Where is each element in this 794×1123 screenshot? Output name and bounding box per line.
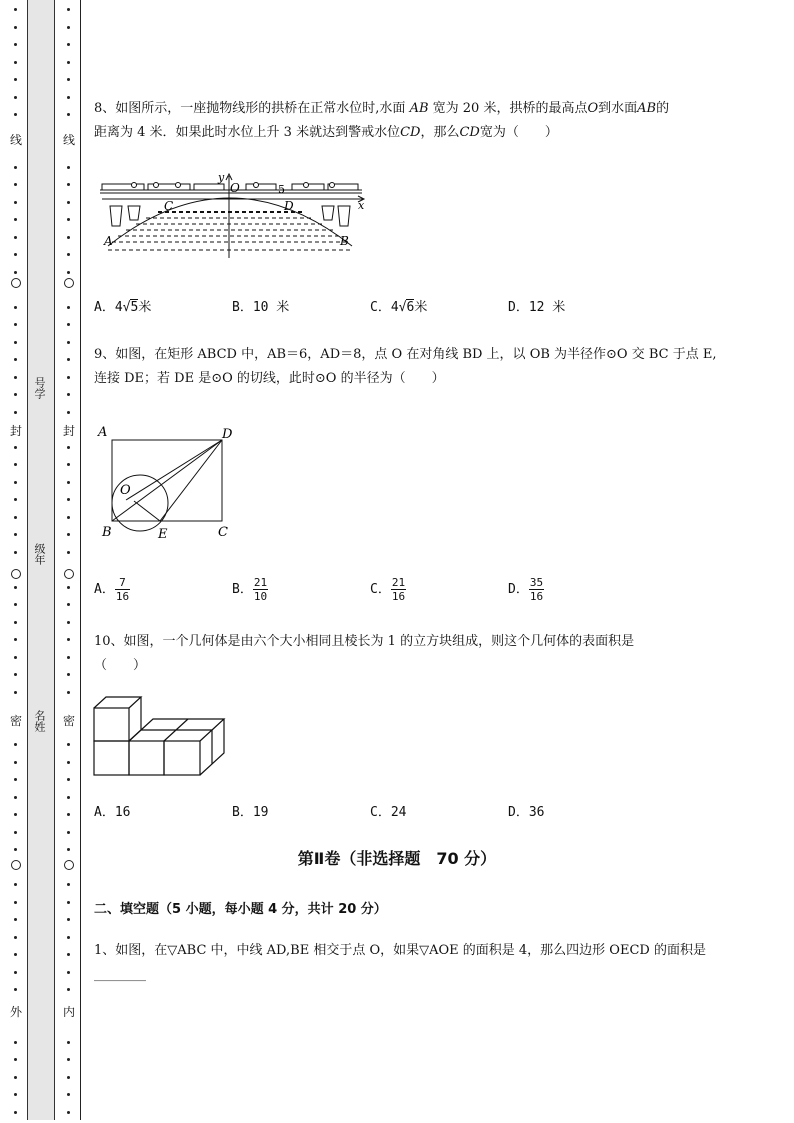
margin-dot — [14, 26, 17, 29]
binding-ring — [11, 278, 21, 288]
margin-dot — [67, 778, 70, 781]
fig9-d-label: D — [222, 427, 233, 442]
q8-text-c: 到水面 — [598, 101, 638, 116]
margin-dot — [67, 813, 70, 816]
margin-dot — [67, 481, 70, 484]
q8-options — [94, 296, 744, 326]
outer-dot-column — [9, 0, 23, 1123]
margin-dot — [14, 743, 17, 746]
question-8-text — [94, 97, 744, 145]
fig-x-label: x — [358, 199, 365, 212]
margin-dot — [67, 586, 70, 589]
fig9-a-label: A — [98, 425, 108, 440]
margin-dot — [14, 656, 17, 659]
segment-de — [160, 440, 222, 521]
cube-front-3 — [164, 741, 200, 775]
fraction: $\frac{7}{16}$ — [115, 576, 130, 603]
margin-dot — [67, 78, 70, 81]
bridge-piers — [110, 206, 350, 226]
margin-dot — [14, 883, 17, 886]
q8-option-a[interactable]: A．4√5米 — [94, 300, 152, 315]
margin-dot — [14, 953, 17, 956]
q9-number: 9、 — [94, 347, 116, 362]
margin-dot — [14, 323, 17, 326]
q8-text-d: 的 — [656, 101, 670, 116]
margin-dot — [67, 796, 70, 799]
margin-dot — [14, 603, 17, 606]
margin-dot — [67, 236, 70, 239]
margin-dot — [67, 901, 70, 904]
margin-dot — [14, 253, 17, 256]
margin-dot — [67, 218, 70, 221]
q9-option-b[interactable]: B． $\frac{21}{10}$ — [232, 576, 268, 603]
margin-dot — [67, 918, 70, 921]
student-number-label: 号学 — [33, 377, 46, 399]
fig9-e-label: E — [158, 527, 168, 542]
margin-dot — [67, 1093, 70, 1096]
q10-line-1: 如图，一个几何体是由六个大小相同且棱长为 1 的立方块组成，则这个几何体的表面积是 — [123, 634, 635, 649]
q10-line-2: （ ） — [94, 658, 147, 673]
margin-dot — [67, 1076, 70, 1079]
fraction: $\frac{21}{10}$ — [253, 576, 268, 603]
arch-bridge-figure — [96, 170, 376, 260]
q8-text-b: 宽为 20 米，拱桥的最高点 — [432, 101, 588, 116]
margin-dot — [14, 8, 17, 11]
margin-dot — [67, 201, 70, 204]
binding-ring — [11, 569, 21, 579]
q8-ab-2: AB — [637, 101, 657, 116]
answer-blank[interactable]: ________ — [94, 967, 146, 982]
margin-dot — [14, 533, 17, 536]
sqrt-sign: √ — [398, 300, 407, 315]
margin-dot — [67, 253, 70, 256]
f1-line-1: 1、如图，在▽ABC 中，中线 AD,BE 相交于点 O，如果▽AOE 的面积是 4，那么四边形 OECD 的面积是 — [94, 943, 706, 958]
margin-dot — [67, 166, 70, 169]
question-9-text — [94, 343, 744, 391]
margin-dot — [14, 218, 17, 221]
cube-row-divider-1 — [164, 730, 176, 741]
margin-dot — [14, 498, 17, 501]
fraction: $\frac{35}{16}$ — [529, 576, 544, 603]
margin-dot — [67, 323, 70, 326]
margin-dot — [14, 1041, 17, 1044]
margin-dot — [14, 183, 17, 186]
margin-dot — [14, 761, 17, 764]
margin-dot — [14, 1111, 17, 1114]
margin-dot — [67, 358, 70, 361]
q10-number: 10、 — [94, 634, 124, 649]
margin-dot — [14, 673, 17, 676]
margin-dot — [67, 341, 70, 344]
q10-options — [94, 801, 744, 831]
water-dashes — [108, 212, 352, 250]
outer-char: 外 — [9, 1005, 22, 1019]
rectangle-circle-figure — [96, 420, 246, 545]
cube-top-face — [94, 697, 141, 708]
fig-5-label: 5 — [278, 183, 285, 196]
q8-text-e: 距离为 4 米．如果此时水位上升 3 米就达到警戒水位 — [94, 125, 401, 140]
margin-dot — [14, 61, 17, 64]
margin-dot — [14, 78, 17, 81]
q9-option-a[interactable]: A． $\frac{7}{16}$ — [94, 576, 130, 603]
margin-dot — [14, 638, 17, 641]
parabola-arch — [108, 198, 352, 246]
q8-text-g: 宽为（ ） — [479, 125, 558, 140]
margin-dot — [67, 446, 70, 449]
margin-dot — [14, 586, 17, 589]
inner-dot-column — [62, 0, 76, 1123]
q9-line-2: 连接 DE；若 DE 是⊙O 的切线，此时⊙O 的半径为（ ） — [94, 371, 445, 386]
inner-seal-char: 封 — [62, 424, 75, 438]
margin-rule — [80, 0, 81, 1120]
fill-question-1 — [94, 939, 744, 987]
cube-solid-figure — [90, 696, 235, 780]
inner-line-char: 线 — [62, 133, 75, 147]
segment-oe — [134, 501, 160, 521]
fig-y-label: y — [218, 171, 225, 184]
margin-dot — [14, 796, 17, 799]
q8-number: 8、 — [94, 101, 116, 116]
cube-top-side — [129, 697, 141, 741]
margin-dot — [67, 621, 70, 624]
margin-dot — [14, 1058, 17, 1061]
margin-dot — [14, 306, 17, 309]
margin-dot — [67, 43, 70, 46]
fig9-b-label: B — [102, 525, 112, 540]
question-10-text — [94, 630, 744, 678]
fig-a-label: A — [104, 234, 113, 248]
margin-dot — [67, 883, 70, 886]
name-label: 名姓 — [33, 710, 46, 732]
margin-dot — [67, 638, 70, 641]
margin-dot — [14, 813, 17, 816]
margin-dot — [67, 656, 70, 659]
fig-c-label: C — [164, 199, 174, 213]
fig-o-label: O — [230, 181, 240, 195]
q10-option-b[interactable]: B．19 — [232, 805, 269, 820]
tangent-line — [126, 440, 222, 500]
margin-dot — [67, 533, 70, 536]
margin-dot — [14, 411, 17, 414]
margin-dot — [14, 621, 17, 624]
margin-dot — [14, 166, 17, 169]
margin-dot — [67, 463, 70, 466]
fig9-c-label: C — [218, 525, 228, 540]
binding-ring — [64, 569, 74, 579]
margin-dot — [14, 551, 17, 554]
fraction: $\frac{21}{16}$ — [391, 576, 406, 603]
q8-option-c[interactable]: C．4√6米 — [370, 300, 428, 315]
binding-ring — [64, 278, 74, 288]
margin-dot — [67, 516, 70, 519]
q9-line-1: 如图，在矩形 ABCD 中，AB＝6，AD＝8，点 O 在对角线 BD 上，以 OB 为半径作⊙O 交 BC 于点 E, — [115, 347, 717, 362]
q8-text-f: ，那么 — [420, 125, 460, 140]
margin-dot — [67, 603, 70, 606]
margin-dot — [67, 376, 70, 379]
margin-dot — [67, 691, 70, 694]
margin-dot — [14, 481, 17, 484]
margin-dot — [14, 271, 17, 274]
margin-dot — [67, 936, 70, 939]
cube-back-divider — [176, 719, 188, 730]
q8-text-a: 如图所示，一座抛物线形的拱桥在正常水位时,水面 — [115, 101, 406, 116]
margin-dot — [14, 393, 17, 396]
margin-dot — [14, 1076, 17, 1079]
margin-dot — [67, 271, 70, 274]
margin-dot — [67, 831, 70, 834]
margin-dot — [67, 1111, 70, 1114]
margin-dot — [14, 918, 17, 921]
margin-dot — [67, 953, 70, 956]
margin-dot — [14, 43, 17, 46]
margin-dot — [14, 358, 17, 361]
cube-front-2 — [129, 741, 164, 775]
margin-dot — [14, 341, 17, 344]
q10-option-d[interactable]: D．36 — [508, 805, 545, 820]
margin-dot — [67, 498, 70, 501]
margin-dot — [14, 113, 17, 116]
section-2-title: 第Ⅱ卷（非选择题 70 分） — [297, 849, 497, 868]
margin-dot — [67, 393, 70, 396]
q8-o: O — [587, 101, 599, 116]
q9-option-d[interactable]: D． $\frac{35}{16}$ — [508, 576, 544, 603]
margin-dot — [14, 831, 17, 834]
margin-dot — [67, 988, 70, 991]
fig9-o-label: O — [120, 483, 131, 498]
q8-cd-2: CD — [459, 125, 480, 140]
margin-dot — [14, 988, 17, 991]
margin-dot — [14, 201, 17, 204]
outer-secret-char: 密 — [9, 714, 22, 728]
sqrt-sign: √ — [122, 300, 131, 315]
fig-b-label: B — [340, 234, 349, 248]
margin-dot — [14, 446, 17, 449]
margin-dot — [14, 236, 17, 239]
margin-dot — [67, 306, 70, 309]
margin-dot — [67, 673, 70, 676]
q10-option-a[interactable]: A．16 — [94, 805, 131, 820]
margin-dot — [14, 936, 17, 939]
margin-dot — [14, 516, 17, 519]
cube-front-1 — [94, 741, 129, 775]
margin-dot — [14, 1093, 17, 1096]
grade-label: 级年 — [33, 543, 46, 565]
margin-dot — [14, 971, 17, 974]
fig-d-label: D — [284, 199, 294, 213]
margin-dot — [67, 1058, 70, 1061]
outer-seal-char: 封 — [9, 424, 22, 438]
margin-dot — [14, 778, 17, 781]
margin-dot — [14, 376, 17, 379]
outer-line-char: 线 — [9, 133, 22, 147]
q8-option-d[interactable]: D．12 米 — [508, 300, 566, 315]
q9-options — [94, 576, 744, 612]
margin-dot — [67, 96, 70, 99]
margin-dot — [14, 463, 17, 466]
margin-dot — [14, 691, 17, 694]
margin-dot — [67, 971, 70, 974]
fill-blank-heading: 二、填空题（5 小题，每小题 4 分，共计 20 分） — [94, 902, 387, 917]
margin-dot — [67, 61, 70, 64]
q9-option-c[interactable]: C． $\frac{21}{16}$ — [370, 576, 406, 603]
inner-secret-char: 密 — [62, 714, 75, 728]
margin-dot — [67, 26, 70, 29]
margin-dot — [67, 183, 70, 186]
margin-dot — [67, 411, 70, 414]
margin-dot — [14, 96, 17, 99]
q10-option-c[interactable]: C．24 — [370, 805, 407, 820]
q8-cd: CD — [400, 125, 421, 140]
margin-dot — [67, 113, 70, 116]
margin-dot — [67, 743, 70, 746]
margin-dot — [67, 1041, 70, 1044]
margin-dot — [14, 901, 17, 904]
binding-margin — [0, 0, 84, 1123]
cube-front-top — [94, 708, 129, 741]
q8-option-b[interactable]: B．10 米 — [232, 300, 290, 315]
q8-ab: AB — [409, 101, 429, 116]
inner-char: 内 — [62, 1005, 75, 1019]
margin-dot — [67, 551, 70, 554]
margin-dot — [67, 8, 70, 11]
margin-dot — [67, 761, 70, 764]
